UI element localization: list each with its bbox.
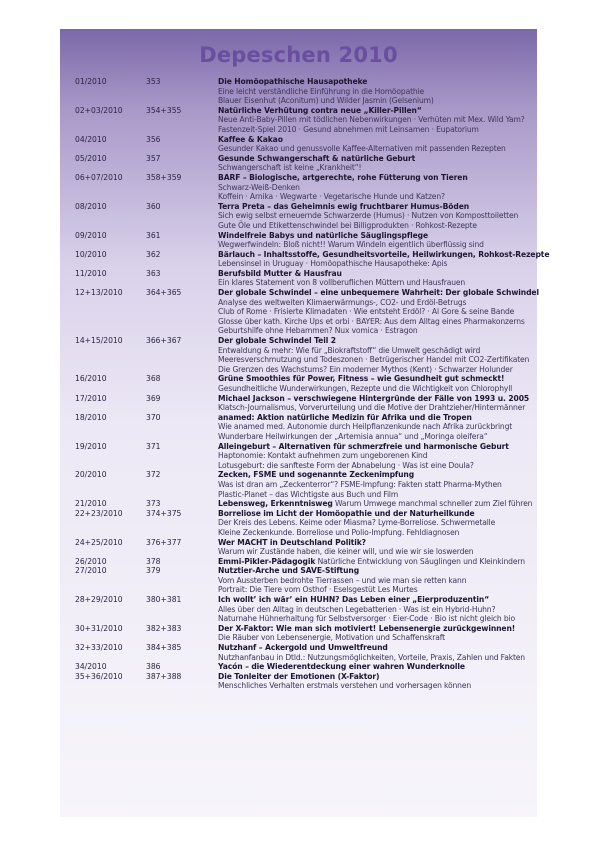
issue-date: 10/2010	[75, 249, 107, 259]
issue-number: 379	[146, 566, 161, 576]
issue-date: 19/2010	[75, 441, 107, 451]
issue-text	[218, 173, 538, 202]
issue-headline: Bärlauch – Inhaltsstoffe, Gesundheitsvorteile, Heilwirkungen, Rohkost-Rezepte	[218, 249, 550, 259]
issue-number: 372	[146, 470, 161, 480]
list-item	[0, 288, 597, 336]
list-item	[0, 624, 597, 643]
list-item	[0, 173, 597, 202]
page-title: Depeschen 2010	[199, 43, 398, 67]
list-item	[0, 336, 597, 374]
issue-number: 374+375	[146, 508, 182, 518]
issue-description: Schwangerschaft ist keine „Krankheit“!	[218, 163, 362, 173]
issue-headline: Berufsbild Mutter & Hausfrau	[218, 268, 342, 278]
issue-number: 382+383	[146, 623, 182, 633]
issue-number: 358+359	[146, 172, 182, 182]
issue-description: Naturnahe Hühnerhaltung für Selbstversorger · Eier-Code · Bio ist nicht gleich bio	[218, 614, 515, 624]
issue-description: Menschliches Verhalten erstmals verstehen und vorhersagen können	[218, 681, 472, 691]
issue-headline-line	[218, 249, 550, 260]
issue-headline: Gesunde Schwangerschaft & natürliche Geburt	[218, 153, 416, 163]
issue-headline-line	[218, 595, 538, 605]
issue-text	[218, 288, 538, 336]
list-item	[0, 202, 597, 231]
issue-number: 356	[146, 134, 161, 144]
issue-description: Portrait: Die Tiere vom Osthof · Eselsgestüt Les Murtes	[218, 585, 418, 595]
issue-description: Nutzhanfanbau in Dtld.: Nutzungsmöglichkeiten, Vorteile, Praxis, Zahlen und Fakten	[218, 652, 525, 662]
issue-text	[218, 374, 538, 393]
issue-date: 18/2010	[75, 412, 107, 422]
issue-date: 09/2010	[75, 230, 107, 240]
list-item	[0, 413, 597, 442]
issue-headline-line	[218, 672, 538, 682]
issue-description: Gesundheitliche Wunderwirkungen, Rezepte und die Wichtigkeit von Chlorophyll	[218, 384, 513, 393]
issue-headline: Die Homöopathische Hausapotheke	[218, 77, 368, 86]
issue-description: Warum wir Zustände haben, die keiner will, und wie wir sie loswerden	[218, 547, 474, 557]
issue-number: 380+381	[146, 595, 182, 605]
issue-text	[218, 394, 538, 413]
issue-number: 362	[146, 249, 161, 259]
issue-date: 35+36/2010	[75, 671, 123, 681]
issue-headline: Alleingeburt – Alternativen für schmerzfreie und harmonische Geburt	[218, 441, 509, 451]
list-item	[0, 499, 597, 509]
issue-headline-line	[218, 643, 538, 653]
issue-date: 01/2010	[75, 77, 107, 86]
list-item	[0, 154, 597, 173]
issue-headline: Kaffee & Kakao	[218, 134, 283, 144]
issue-date: 21/2010	[75, 499, 107, 509]
issue-description: Die Räuber von Lebensenergie, Motivation und Schaffenskraft	[218, 633, 445, 643]
issue-description: Koffein · Arnika · Wegwarte · Vegetarische Hunde und Katzen?	[218, 192, 445, 202]
issue-date: 27/2010	[75, 566, 107, 576]
issue-description: Schwarz-Weiß-Denken	[218, 182, 300, 192]
list-item	[0, 442, 597, 471]
issue-date: 08/2010	[75, 201, 107, 211]
issue-date: 14+15/2010	[75, 336, 123, 346]
issue-description: Ein klares Statement von 8 vollberuflichen Müttern und Hausfrauen	[218, 278, 466, 288]
list-item	[0, 538, 597, 557]
issue-headline: Der globale Schwindel Teil 2	[218, 336, 336, 346]
list-item	[0, 662, 597, 672]
issue-number: 369	[146, 393, 161, 403]
issue-description: Die Grenzen des Wachstums? Ein moderner Mythos (Kent) · Schwarzer Holunder	[218, 364, 513, 374]
issue-text	[218, 509, 538, 538]
issue-date: 02+03/2010	[75, 105, 123, 115]
list-item	[0, 509, 597, 538]
issue-number: 354+355	[146, 105, 182, 115]
issue-description: Blauer Eisenhut (Aconitum) und Wilder Jasmin (Gelsenium)	[218, 96, 434, 106]
issue-number: 386	[146, 662, 161, 672]
list-item	[0, 250, 597, 269]
list-item	[0, 566, 597, 595]
issue-headline-line	[218, 336, 538, 346]
issue-date: 28+29/2010	[75, 595, 123, 605]
issue-text	[218, 557, 538, 567]
issue-inline-description: Warum Umwege manchmal schneller zum Ziel führen	[332, 499, 533, 509]
issue-headline-line	[218, 269, 538, 279]
issue-headline-line	[218, 231, 538, 241]
issue-description: Klatsch-Journalismus, Vorverurteilung und die Motive der Drahtzieher/Hintermänner	[218, 403, 526, 413]
issue-description: Alles über den Alltag in deutschen Legebatterien · Was ist ein Hybrid-Huhn?	[218, 604, 496, 614]
issue-date: 11/2010	[75, 268, 107, 278]
issue-description: Kleine Zeckenkunde. Borreliose und Polio-Impfung. Fehldiagnosen	[218, 527, 460, 537]
issue-date: 30+31/2010	[75, 623, 123, 633]
issue-headline-line	[218, 624, 538, 634]
issue-number: 353	[146, 77, 161, 86]
issue-description: Plastic-Planet – das Wichtigste aus Buch und Film	[218, 489, 399, 499]
issue-text	[218, 135, 538, 154]
issue-description: Lotusgeburt: die sanfteste Form der Abnabelung · Was ist eine Doula?	[218, 460, 474, 470]
issue-description: Entwaldung & mehr: Wie für „Biokraftstoff“ die Umwelt geschädigt wird	[218, 345, 481, 355]
issue-date: 17/2010	[75, 393, 107, 403]
issue-number: 376+377	[146, 537, 182, 547]
issue-headline: Grüne Smoothies für Power, Fitness – wie Gesundheit gut schmeckt!	[218, 374, 505, 384]
issue-headline-line	[218, 202, 538, 212]
issue-number: 384+385	[146, 643, 182, 653]
issue-description: Neue Anti-Baby-Pillen mit tödlichen Nebenwirkungen · Verhüten mit Mex. Wild Yam?	[218, 115, 525, 125]
issue-headline: Die Tonleiter der Emotionen (X-Faktor)	[218, 671, 380, 681]
issue-headline-line	[218, 106, 538, 116]
issue-text	[218, 336, 538, 374]
issue-text	[218, 672, 538, 691]
issue-description: Eine leicht verständliche Einführung in die Homöopathie	[218, 86, 425, 96]
issue-headline: Der globale Schwindel – eine unbequemere Wahrheit: Der globale Schwindel	[218, 288, 539, 298]
issue-description: Club of Rome · Frisierte Klimadaten · Wie entsteht Erdöl? · Al Gore & seine Bande	[218, 307, 515, 317]
issue-description: Wunderbare Heilwirkungen der „Artemisia annua“ und „Moringa oleifera“	[218, 431, 488, 441]
list-item	[0, 557, 597, 567]
list-item	[0, 231, 597, 250]
list-item	[0, 135, 597, 154]
issue-headline: Wer MACHT in Deutschland Politik?	[218, 537, 366, 547]
issue-headline: anamed: Aktion natürliche Medizin für Afrika und die Tropen	[218, 412, 472, 422]
issue-headline-line	[218, 154, 538, 164]
issue-description: Der Kreis des Lebens. Keime oder Miasma? Lyme-Borreliose. Schwermetalle	[218, 518, 496, 528]
issue-description: Wie anamed med. Autonomie durch Heilpflanzenkunde nach Afrika zurückbringt	[218, 422, 513, 432]
issue-headline: Emmi-Pikler-Pädagogik	[218, 556, 316, 566]
issue-headline: Yacón – die Wiederentdeckung einer wahren Wunderknolle	[218, 662, 465, 672]
issue-text	[218, 442, 538, 471]
issue-description: Was ist dran am „Zeckenterror“? FSME-Impfung: Fakten statt Pharma-Mythen	[218, 479, 502, 489]
issue-date: 20/2010	[75, 470, 107, 480]
list-item	[0, 672, 597, 691]
issue-headline-line	[218, 499, 538, 509]
issue-text	[218, 643, 538, 662]
issue-number: 363	[146, 268, 161, 278]
issue-number: 387+388	[146, 671, 182, 681]
issue-headline-line	[218, 538, 538, 548]
issue-list	[0, 77, 597, 691]
issue-headline: Lebensweg, Erkenntnisweg	[218, 499, 333, 509]
issue-description: Gute Öle und Etikettenschwindel bei Billigprodukten · Rohkost-Rezepte	[218, 220, 477, 230]
issue-text	[218, 231, 538, 250]
issue-description: Geburtshilfe ohne Hebammen? Nux vomica · Estragon	[218, 326, 418, 336]
list-item	[0, 374, 597, 393]
issue-number: 366+367	[146, 336, 182, 346]
issue-headline-line	[218, 442, 538, 452]
issue-number: 373	[146, 499, 161, 509]
issue-headline: Nutzhanf – Ackergold und Umweltfreund	[218, 643, 388, 653]
issue-text	[218, 77, 538, 106]
issue-headline-line	[218, 557, 538, 567]
issue-description: Haptonomie: Kontakt aufnehmen zum ungeborenen Kind	[218, 451, 428, 461]
issue-inline-description: Natürliche Entwicklung von Säuglingen und Kleinkindern	[315, 556, 525, 566]
issue-headline: Ich wollt’ ich wär’ ein HUHN? Das Leben einer „Eierproduzentin“	[218, 595, 490, 605]
issue-headline-line	[218, 413, 538, 423]
issue-date: 05/2010	[75, 153, 107, 163]
issue-date: 16/2010	[75, 374, 107, 384]
issue-description: Lebensinsel in Uruguay · Homöopathische Hausapotheke: Apis	[218, 259, 448, 269]
issue-number: 378	[146, 556, 161, 566]
issue-number: 368	[146, 374, 161, 384]
issue-headline-line	[218, 374, 538, 384]
issue-headline-line	[218, 509, 538, 519]
issue-text	[218, 538, 538, 557]
issue-headline-line	[218, 662, 538, 672]
issue-text	[218, 470, 538, 499]
issue-text	[218, 595, 538, 624]
list-item	[0, 643, 597, 662]
issue-headline: Nutztier-Arche und SAVE-Stiftung	[218, 566, 360, 576]
issue-description: Sich ewig selbst erneuernde Schwarzerde (Humus) · Nutzen von Komposttoiletten	[218, 211, 519, 221]
issue-headline-line	[218, 173, 538, 183]
issue-text	[218, 154, 538, 173]
issue-date: 06+07/2010	[75, 172, 123, 182]
list-item	[0, 106, 597, 135]
issue-text	[218, 413, 538, 442]
issue-headline: Der X-Faktor: Wie man sich motiviert! Lebensenergie zurückgewinnen!	[218, 623, 516, 633]
issue-description: Glosse über kath. Kirche Ups et orbi · BAYER: Aus dem Alltag eines Pharmakonzerns	[218, 316, 525, 326]
issue-date: 12+13/2010	[75, 288, 123, 298]
issue-headline: BARF – Biologische, artgerechte, rohe Fütterung von Tieren	[218, 172, 468, 182]
issue-headline: Windelfreie Babys und natürliche Säuglingspflege	[218, 230, 429, 240]
issue-text	[218, 566, 538, 595]
issue-date: 24+25/2010	[75, 537, 123, 547]
issue-text	[218, 624, 538, 643]
list-item	[0, 595, 597, 624]
issue-number: 361	[146, 230, 161, 240]
issue-text	[218, 269, 538, 288]
issue-text	[218, 202, 538, 231]
issue-text	[218, 662, 538, 672]
issue-description: Analyse des weltweiten Klimaerwärmungs-, CO2- und Erdöl-Betrugs	[218, 297, 467, 307]
issue-headline: Borreliose im Licht der Homöopathie und der Naturheilkunde	[218, 508, 475, 518]
list-item	[0, 394, 597, 413]
issue-date: 22+23/2010	[75, 508, 123, 518]
issue-headline: Natürliche Verhütung contra neue „Killer-Pillen“	[218, 105, 422, 115]
issue-description: Wegwerfwindeln: Bloß nicht!! Warum Windeln eigentlich überflüssig sind	[218, 240, 484, 250]
issue-date: 34/2010	[75, 662, 107, 672]
issue-headline: Terra Preta – das Geheimnis ewig fruchtbarer Humus-Böden	[218, 201, 470, 211]
issue-date: 26/2010	[75, 556, 107, 566]
issue-text	[218, 499, 538, 509]
issue-number: 360	[146, 201, 161, 211]
issue-headline-line	[218, 470, 538, 480]
issue-headline-line	[218, 566, 538, 576]
issue-text	[218, 249, 550, 269]
issue-number: 357	[146, 153, 161, 163]
list-item	[0, 470, 597, 499]
list-item	[0, 269, 597, 288]
issue-description: Meeresverschmutzung und Todeszonen · Betrügerischer Handel mit CO2-Zertifikaten	[218, 355, 530, 365]
issue-description: Vom Aussterben bedrohte Tierrassen – und wie man sie retten kann	[218, 575, 467, 585]
issue-description: Fastenzeit-Spiel 2010 · Gesund abnehmen mit Leinsamen · Eupatorium	[218, 124, 479, 134]
issue-headline-line	[218, 77, 538, 87]
issue-description: Gesunder Kakao und genussvolle Kaffee-Alternativen mit passenden Rezepten	[218, 144, 506, 154]
issue-number: 364+365	[146, 288, 182, 298]
issue-number: 371	[146, 441, 161, 451]
list-item	[0, 77, 597, 106]
issue-headline-line	[218, 288, 538, 298]
issue-text	[218, 106, 538, 135]
issue-date: 32+33/2010	[75, 643, 123, 653]
issue-headline: Michael Jackson – verschwiegene Hintergründe der Fälle von 1993 u. 2005	[218, 393, 530, 403]
issue-headline: Zecken, FSME und sogenannte Zeckenimpfung	[218, 470, 415, 480]
issue-headline-line	[218, 394, 538, 404]
issue-date: 04/2010	[75, 134, 107, 144]
issue-number: 370	[146, 412, 161, 422]
issue-headline-line	[218, 135, 538, 145]
